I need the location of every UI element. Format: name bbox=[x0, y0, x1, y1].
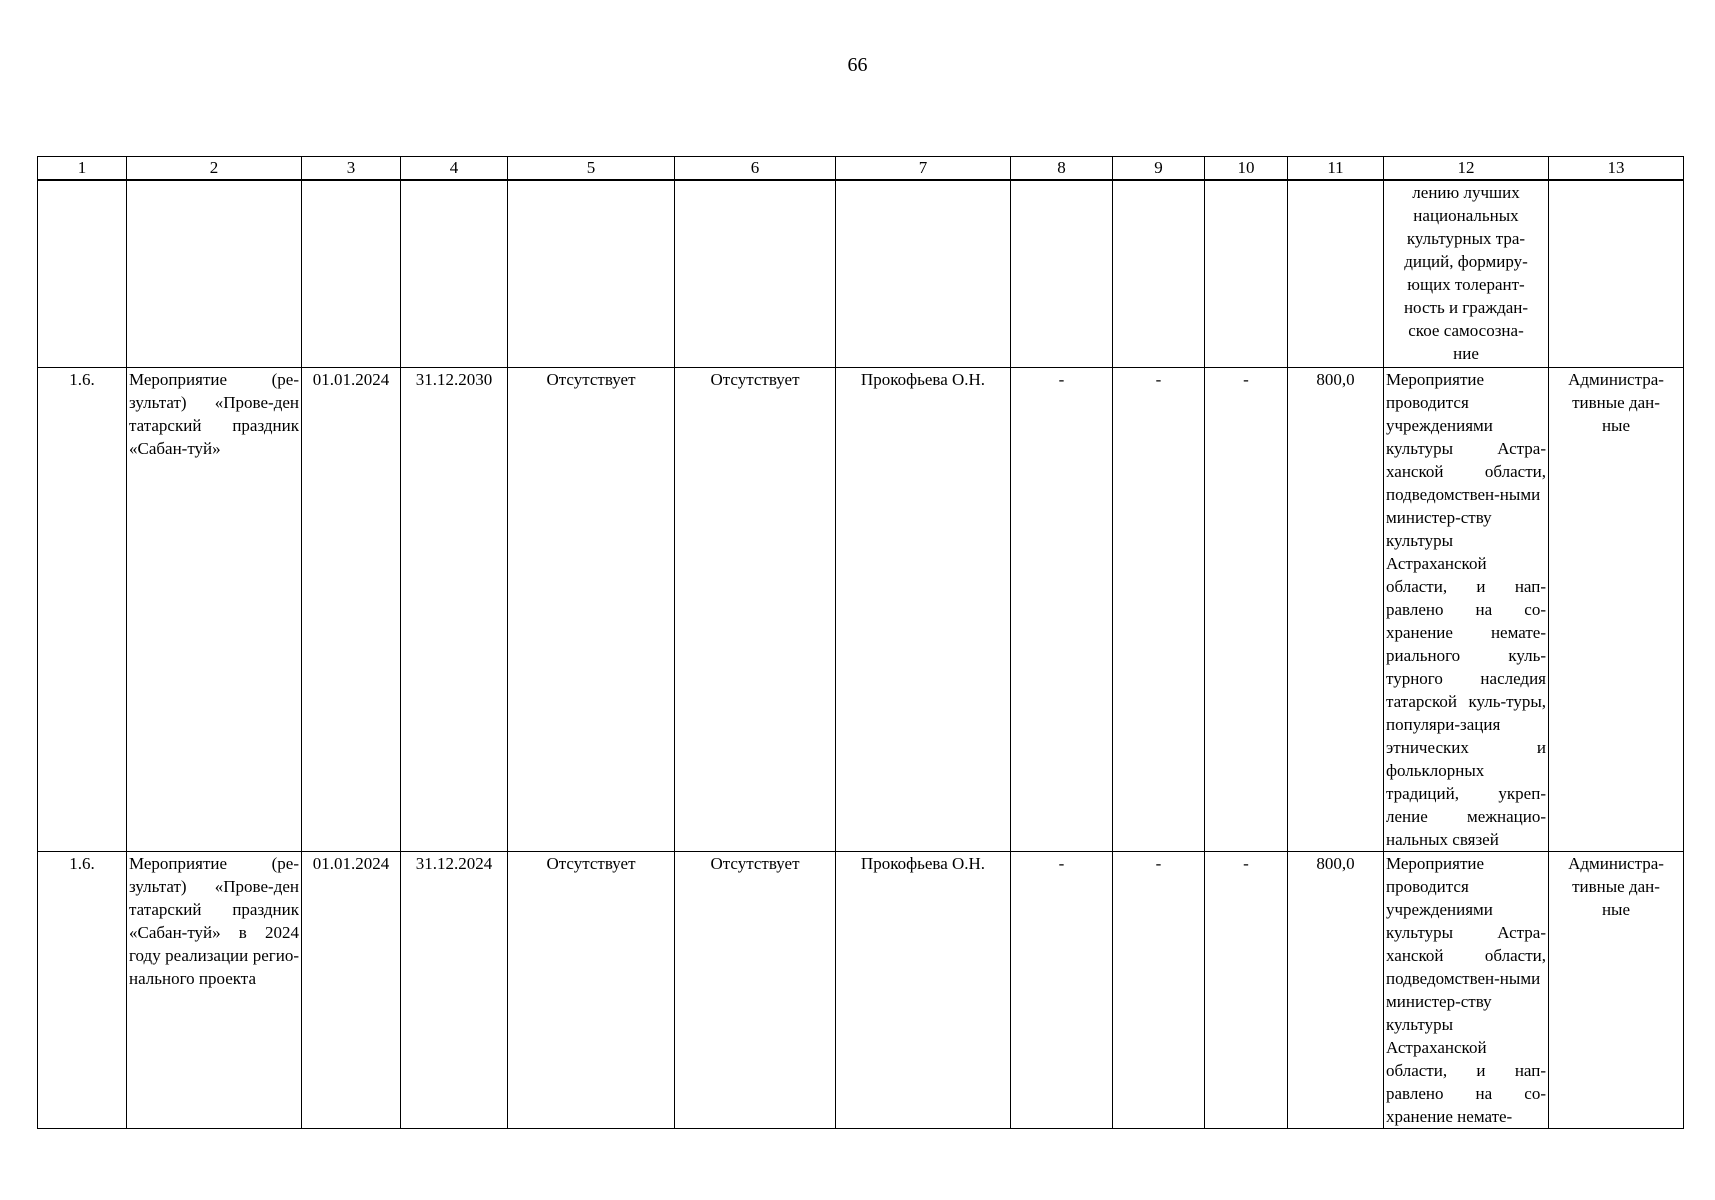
table-row bbox=[38, 368, 1684, 852]
cell-empty bbox=[1113, 180, 1205, 368]
header-col-13: 13 bbox=[1549, 157, 1684, 181]
cell-empty bbox=[127, 180, 302, 368]
activity-description: Мероприятие проводится учреждениями культуры Астра-ханской области, подведомствен-ными министер-ству культуры Астраханской области, и нап-равлено на со-хранение немате- bbox=[1384, 852, 1549, 1129]
table-header bbox=[38, 157, 1684, 181]
end-date: 31.12.2030 bbox=[401, 368, 508, 852]
header-col-8: 8 bbox=[1011, 157, 1113, 181]
col6-value: Отсутствует bbox=[675, 852, 836, 1129]
cell-empty bbox=[1205, 180, 1288, 368]
col10-value: - bbox=[1205, 368, 1288, 852]
header-col-4: 4 bbox=[401, 157, 508, 181]
cell-empty bbox=[38, 180, 127, 368]
data-source: Администра- тивные дан- ные bbox=[1549, 852, 1684, 1129]
activities-table bbox=[37, 156, 1684, 1129]
continuation-row bbox=[38, 180, 1684, 368]
data-source: Администра- тивные дан- ные bbox=[1549, 368, 1684, 852]
col6-value: Отсутствует bbox=[675, 368, 836, 852]
header-col-10: 10 bbox=[1205, 157, 1288, 181]
amount-value: 800,0 bbox=[1288, 368, 1384, 852]
responsible-person: Прокофьева О.Н. bbox=[836, 368, 1011, 852]
responsible-person: Прокофьева О.Н. bbox=[836, 852, 1011, 1129]
header-col-12: 12 bbox=[1384, 157, 1549, 181]
cell-empty bbox=[302, 180, 401, 368]
row-number: 1.6. bbox=[38, 368, 127, 852]
cell-empty bbox=[401, 180, 508, 368]
col8-value: - bbox=[1011, 368, 1113, 852]
start-date: 01.01.2024 bbox=[302, 368, 401, 852]
start-date: 01.01.2024 bbox=[302, 852, 401, 1129]
header-col-7: 7 bbox=[836, 157, 1011, 181]
continued-description: лению лучших национальных культурных тра- диций, формиру- ющих толерант- ность и граждан- ское самосозна- ние bbox=[1384, 180, 1549, 368]
cell-empty bbox=[1011, 180, 1113, 368]
header-col-1: 1 bbox=[38, 157, 127, 181]
header-col-2: 2 bbox=[127, 157, 302, 181]
col8-value: - bbox=[1011, 852, 1113, 1129]
activity-description: Мероприятие проводится учреждениями культуры Астра-ханской области, подведомствен-ными министер-ству культуры Астраханской области, и нап-равлено на со-хранение немате-риального куль-турного наследия татарской куль-туры, популяри-зация этнических и фольклорных традиций, укреп-ление межнацио-нальных связей bbox=[1384, 368, 1549, 852]
table-row bbox=[38, 852, 1684, 1129]
header-col-3: 3 bbox=[302, 157, 401, 181]
amount-value: 800,0 bbox=[1288, 852, 1384, 1129]
col9-value: - bbox=[1113, 368, 1205, 852]
col10-value: - bbox=[1205, 852, 1288, 1129]
col5-value: Отсутствует bbox=[508, 852, 675, 1129]
col9-value: - bbox=[1113, 852, 1205, 1129]
page-number: 66 bbox=[847, 54, 868, 76]
activity-name: Мероприятие (ре-зультат) «Прове-ден татарский праздник «Сабан-туй» bbox=[127, 368, 302, 852]
col5-value: Отсутствует bbox=[508, 368, 675, 852]
header-row bbox=[38, 157, 1684, 181]
cell-empty bbox=[1288, 180, 1384, 368]
header-col-11: 11 bbox=[1288, 157, 1384, 181]
header-col-6: 6 bbox=[675, 157, 836, 181]
activity-name: Мероприятие (ре-зультат) «Прове-ден татарский праздник «Сабан-туй» в 2024 году реализации регио-нального проекта bbox=[127, 852, 302, 1129]
cell-empty bbox=[1549, 180, 1684, 368]
header-col-5: 5 bbox=[508, 157, 675, 181]
end-date: 31.12.2024 bbox=[401, 852, 508, 1129]
cell-empty bbox=[508, 180, 675, 368]
header-col-9: 9 bbox=[1113, 157, 1205, 181]
cell-empty bbox=[836, 180, 1011, 368]
row-number: 1.6. bbox=[38, 852, 127, 1129]
cell-empty bbox=[675, 180, 836, 368]
